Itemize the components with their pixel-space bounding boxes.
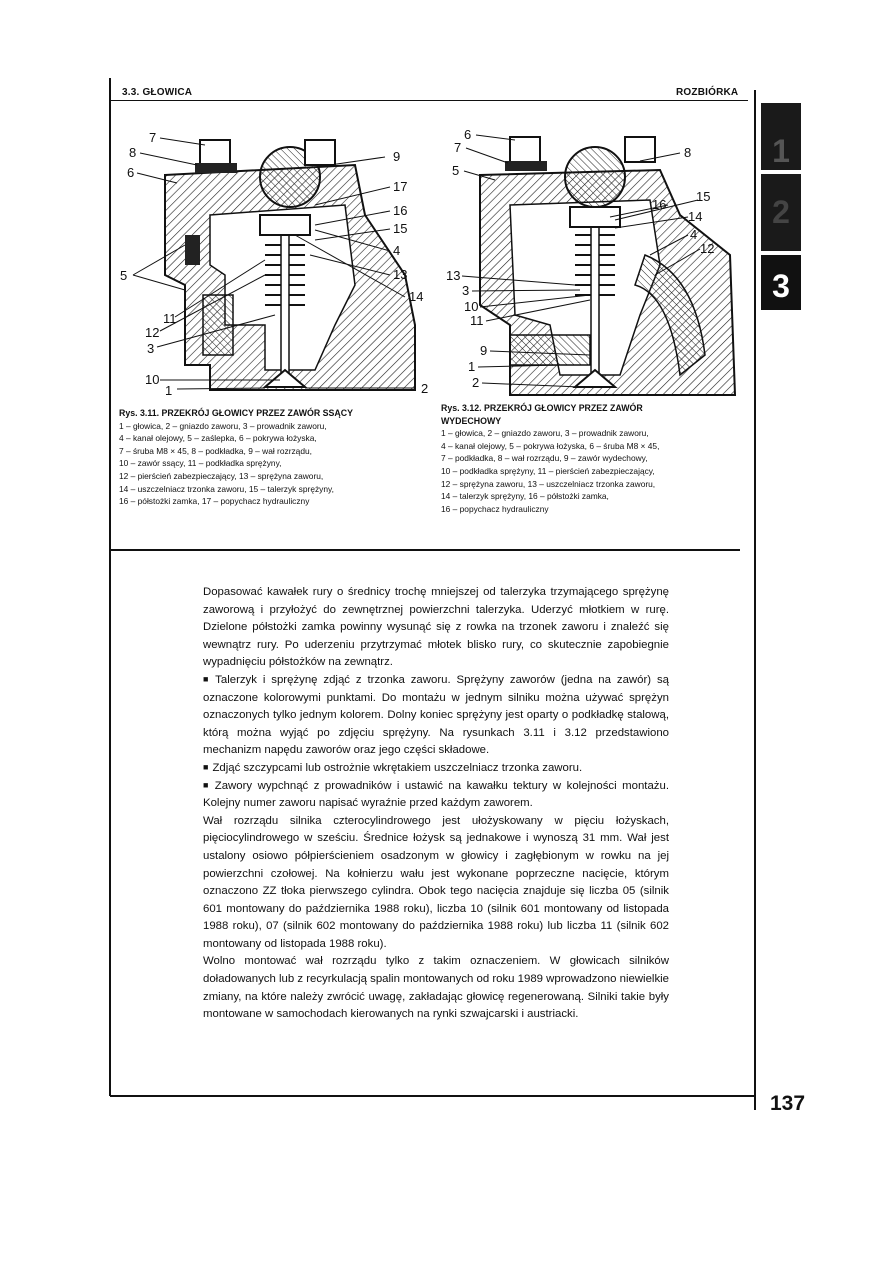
callout-label: 11 [163,311,177,326]
intake-valve-drawing [115,125,435,405]
bullet-paragraph: ■ Talerzyk i sprężynę zdjąć z trzonka zaworu. Sprężyny zaworów (jedna na zawór) są oznaczone kolorowymi punktami. Do montażu w jednym silniku można używać sprężyn oznaczonych tylko jednym kolorem. Dolny koniec sprężyny jest oparty o podkładkę stalową, którą można wyjąć po zdjęciu sprężyny. Na rysunkach 3.11 i 3.12 przedstawiono mechanizm napędu zaworów oraz jego części składowe. [203,672,669,760]
callout-label: 8 [129,145,137,160]
chapter-tab-1: 1 [761,103,801,170]
caption-legend-line: 4 – kanał olejowy, 5 – pokrywa łożyska, 6 – śruba M8 × 45, [441,440,660,451]
left-margin-rule [109,78,111,1096]
callout-label: 4 [690,227,698,242]
caption-legend-line: 7 – podkładka, 8 – wał rozrządu, 9 – zawór wydechowy, [441,453,648,464]
caption-legend-line: 7 – śruba M8 × 45, 8 – podkładka, 9 – wał rozrządu, [119,445,312,456]
caption-legend-line: 16 – półstożki zamka, 17 – popychacz hydrauliczny [119,496,310,507]
exhaust-valve-drawing [440,125,740,400]
caption-legend-line: 1 – głowica, 2 – gniazdo zaworu, 3 – prowadnik zaworu, [119,420,327,431]
callout-label: 14 [409,289,424,304]
section-heading: 3.3. GŁOWICA [122,87,193,98]
figure-3-12-caption [441,402,751,515]
callout-label: 2 [421,381,429,396]
figure-separator-rule [110,549,740,551]
callout-label: 7 [454,140,462,155]
callout-label: 15 [393,221,408,236]
callout-label: 17 [393,179,408,194]
callout-label: 8 [684,145,692,160]
chapter-tab-2: 2 [761,174,801,251]
footer-rule [110,1095,755,1097]
callout-label: 5 [452,163,460,178]
topic-heading: ROZBIÓRKA [676,87,739,98]
header-rule [110,100,748,101]
figure-3-12-title: Rys. 3.12. PRZEKRÓJ GŁOWICY PRZEZ ZAWÓR WYDECHOWY [441,403,643,426]
caption-legend-line: 16 – popychacz hydrauliczny [441,503,549,514]
callout-label: 4 [393,243,401,258]
caption-legend-line: 12 – pierścień zabezpieczający, 13 – sprężyna zaworu, [119,470,324,481]
figure-3-11-caption [119,407,429,508]
callout-label: 7 [149,130,157,145]
bullet-paragraph: ■ Zawory wypchnąć z prowadników i ustawić na kawałku tektury w kolejności montażu. Kolejny numer zaworu napisać wyraźnie przed każdym zaworem. [203,778,669,813]
callout-label: 15 [696,189,711,204]
paragraph: Wał rozrządu silnika czterocylindrowego jest ułożyskowany w pięciu łożyskach, pięciocylindrowego w sześciu. Średnice łożysk są jednakowe i wynoszą 31 mm. Wał jest ustalony osiowo półpierścieniem osadzonym w głowicy i zagłębionym w rowku na jej powierzchni czołowej. Na kołnierzu wału jest wykonane poprzeczne nacięcie, którym oznaczono ZZ tłoka pierwszego cylindra. Obok tego nacięcia znajduje się liczba 05 (silnik 601 montowany do października 1988 roku), liczba 10 (silnik 601 montowany od listopada 1988 roku), 07 (silnik 602 montowany do października 1988 roku) lub liczba 11 (silnik 602 montowany od listopada 1988 roku). [203,814,669,950]
caption-legend-line: 1 – głowica, 2 – gniazdo zaworu, 3 – prowadnik zaworu, [441,428,649,439]
body-text [203,584,669,1024]
callout-label: 10 [145,372,160,387]
callout-label: 6 [127,165,135,180]
callout-label: 1 [165,383,173,398]
figure-intake-valve-section [115,125,435,405]
caption-legend-line: 14 – uszczelniacz trzonka zaworu, 15 – talerzyk sprężyny, [119,483,334,494]
bullet-paragraph: ■ Zdjąć szczypcami lub ostrożnie wkrętakiem uszczelniacz trzonka zaworu. [203,760,669,778]
figure-3-11-title: Rys. 3.11. PRZEKRÓJ GŁOWICY PRZEZ ZAWÓR SSĄCY [119,408,353,418]
callout-label: 1 [468,359,476,374]
callout-label: 3 [462,283,470,298]
callout-label: 14 [688,209,703,224]
page-number: 137 [770,1092,806,1115]
caption-legend-line: 12 – sprężyna zaworu, 13 – uszczelniacz trzonka zaworu, [441,478,656,489]
paragraph: Dopasować kawałek rury o średnicy trochę mniejszej od talerzyka trzymającego sprężynę zaworową i przyłożyć do zewnętrznej powierzchni talerzyka. Uderzyć młotkiem w rurę. Dzielone półstożki zamka powinny wysunąć się z rowka na trzonek zaworu i znaleźć się wewnątrz rury. Po uderzeniu przytrzymać młotek blisko rury, co skutecznie zapobiegnie wypadnięciu półstożków na zewnątrz. [203,586,669,669]
callout-label: 12 [145,325,160,340]
callout-label: 16 [652,197,667,212]
callout-label: 2 [472,375,480,390]
callout-label: 9 [480,343,488,358]
caption-legend-line: 14 – talerzyk sprężyny, 16 – półstożki zamka, [441,491,609,502]
caption-legend-line: 4 – kanał olejowy, 5 – zaślepka, 6 – pokrywa łożyska, [119,433,317,444]
caption-legend-line: 10 – podkładka sprężyny, 11 – pierścień zabezpieczający, [441,465,655,476]
chapter-tab-3: 3 [761,255,801,310]
callout-label: 16 [393,203,408,218]
figure-exhaust-valve-section [440,125,740,400]
callout-label: 5 [120,268,128,283]
caption-legend-line: 10 – zawór ssący, 11 – podkładka sprężyny, [119,458,282,469]
callout-label: 10 [464,299,479,314]
paragraph: Wolno montować wał rozrządu tylko z takim oznaczeniem. W głowicach silników doładowanych lub z recyrkulacją spalin montowanych od roku 1989 wprowadzono niewielkie zmiany, na które należy zwrócić uwagę, zakładając głowicę regenerowaną. Silniki takie były montowane w samochodach kierowanych na rynki szwajcarski i austriacki. [203,955,670,1021]
callout-label: 13 [393,267,408,282]
callout-label: 6 [464,127,472,142]
callout-label: 3 [147,341,155,356]
callout-label: 12 [700,241,715,256]
callout-label: 13 [446,268,461,283]
callout-label: 11 [470,313,484,328]
right-margin-rule [754,90,756,1110]
callout-label: 9 [393,149,401,164]
